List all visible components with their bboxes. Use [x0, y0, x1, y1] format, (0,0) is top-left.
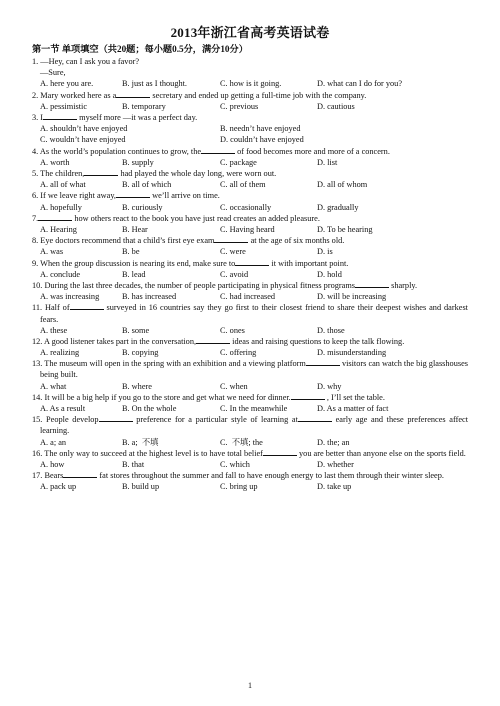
- answer-option[interactable]: D. will be increasing: [317, 292, 387, 302]
- answer-blank: [235, 258, 269, 266]
- question-stem: 2. Mary worked here as a secretary and ended up getting a full-time job with the company.: [32, 90, 367, 100]
- answer-option[interactable]: A. a; an: [40, 437, 67, 447]
- section-heading: 第一节 单项填空（共20题；每小题0.5分，满分10分）: [32, 44, 248, 54]
- question-item: [32, 392, 468, 414]
- question-item: [32, 213, 468, 235]
- answer-option[interactable]: C. offering: [220, 348, 257, 358]
- question-item: [32, 358, 468, 392]
- answer-option[interactable]: D. cautious: [317, 101, 355, 111]
- answer-option[interactable]: B. build up: [122, 482, 160, 492]
- answer-option[interactable]: C. avoid: [220, 269, 249, 279]
- answer-option[interactable]: D. misunderstanding: [317, 348, 387, 358]
- answer-option[interactable]: D. take up: [317, 482, 352, 492]
- answer-option[interactable]: C. occasionally: [220, 202, 272, 212]
- answer-blank: [298, 414, 332, 422]
- answer-option[interactable]: C. all of them: [220, 180, 266, 190]
- answer-option[interactable]: A. conclude: [40, 269, 81, 279]
- option-row: [32, 179, 468, 190]
- answer-option[interactable]: B. be: [122, 247, 140, 257]
- answer-option[interactable]: B. needn’t have enjoyed: [220, 124, 301, 134]
- option-row: [32, 123, 468, 134]
- answer-option[interactable]: D. why: [317, 381, 342, 391]
- answer-option[interactable]: B. where: [122, 381, 152, 391]
- answer-blank: [355, 280, 389, 288]
- question-stem: 11. Half of surveyed in 16 countries say they go first to their closest friend to share their deepest wishes and darkest fears.: [32, 303, 468, 324]
- option-row: [32, 481, 468, 492]
- question-item: [32, 414, 468, 448]
- answer-blank: [99, 414, 133, 422]
- question-item: [32, 112, 468, 146]
- page-number: 1: [248, 681, 252, 690]
- question-item: [32, 90, 468, 112]
- option-row: [32, 403, 468, 414]
- answer-option[interactable]: B. copying: [122, 348, 159, 358]
- answer-option[interactable]: D. whether: [317, 460, 354, 470]
- answer-option[interactable]: C. bring up: [220, 482, 258, 492]
- answer-option[interactable]: A. all of what: [40, 180, 86, 190]
- question-item: [32, 336, 468, 358]
- answer-blank: [116, 90, 150, 98]
- answer-blank: [306, 358, 340, 366]
- question-item: [32, 448, 468, 470]
- answer-option[interactable]: B. lead: [122, 269, 146, 279]
- answer-blank: [201, 146, 235, 154]
- question-stem: 17. Bears fat stores throughout the summer and fall to have enough energy to last them through their winter sleep.: [32, 471, 444, 481]
- answer-option[interactable]: C. Having heard: [220, 224, 275, 234]
- answer-blank: [84, 168, 118, 176]
- option-row: [32, 291, 468, 302]
- option-row: [32, 202, 468, 213]
- answer-blank: [70, 302, 104, 310]
- answer-option[interactable]: B. all of which: [122, 180, 172, 190]
- answer-option[interactable]: D. list: [317, 157, 338, 167]
- answer-option[interactable]: D. all of whom: [317, 180, 368, 190]
- question-stem: 4. As the world’s population continues to grow, the of food becomes more and more of a concern.: [32, 146, 390, 156]
- answer-option[interactable]: B. On the whole: [122, 404, 177, 414]
- answer-option[interactable]: B. some: [122, 325, 150, 335]
- answer-blank: [263, 448, 297, 456]
- answer-option[interactable]: D. gradually: [317, 202, 359, 212]
- answer-option[interactable]: C. which: [220, 460, 250, 470]
- option-row: [32, 459, 468, 470]
- option-row: [32, 381, 468, 392]
- answer-option[interactable]: C. 不填; the: [220, 437, 263, 447]
- answer-option[interactable]: B. that: [122, 460, 145, 470]
- question-stem: 15. People develop preference for a particular style of learning at early age and these preferences affect learning.: [32, 415, 469, 436]
- question-stem: 9. When the group discussion is nearing its end, make sure to it with important point.: [32, 258, 349, 268]
- answer-option[interactable]: A. Hearing: [40, 224, 77, 234]
- answer-blank: [214, 235, 248, 243]
- question-stem: 8. Eye doctors recommend that a child’s first eye exam at the age of six months old.: [32, 236, 345, 246]
- question-extra-line: —Sure,: [40, 68, 66, 78]
- answer-blank: [38, 213, 72, 221]
- question-item: [32, 280, 468, 302]
- answer-option[interactable]: C. package: [220, 157, 257, 167]
- question-item: [32, 146, 468, 168]
- answer-option[interactable]: A. hopefully: [40, 202, 82, 212]
- answer-option[interactable]: B. curiously: [122, 202, 163, 212]
- question-stem: 12. A good listener takes part in the conversation, ideas and raising questions to keep the talk flowing.: [32, 336, 405, 346]
- option-row: [32, 134, 468, 145]
- answer-option[interactable]: A. here you are.: [40, 79, 94, 89]
- exam-title: 2013年浙江省高考英语试卷: [170, 25, 330, 40]
- answer-option[interactable]: D. To be hearing: [317, 224, 373, 234]
- answer-option[interactable]: A. As a result: [40, 404, 86, 414]
- option-row: [32, 224, 468, 235]
- question-stem: 13. The museum will open in the spring with an exhibition and a viewing platform visitors can watch the big glasshouses being built.: [32, 359, 468, 380]
- answer-option[interactable]: C. had increased: [220, 292, 276, 302]
- option-row: [32, 347, 468, 358]
- answer-option[interactable]: D. those: [317, 325, 345, 335]
- answer-option[interactable]: A. was: [40, 247, 64, 257]
- answer-option[interactable]: D. As a matter of fact: [317, 404, 389, 414]
- answer-option[interactable]: C. previous: [220, 101, 259, 111]
- answer-option[interactable]: B. Hear: [122, 224, 148, 234]
- question-stem: 10. During the last three decades, the number of people participating in physical fitness programs sharply.: [32, 280, 418, 290]
- option-row: [32, 325, 468, 336]
- answer-option[interactable]: A. how: [40, 460, 65, 470]
- answer-option[interactable]: A. worth: [40, 157, 70, 167]
- option-row: [32, 269, 468, 280]
- answer-option[interactable]: D. what can I do for you?: [317, 79, 403, 89]
- question-item: [32, 190, 468, 212]
- answer-option[interactable]: C. how is it going.: [220, 79, 282, 89]
- question-list: [32, 56, 468, 493]
- answer-option[interactable]: A. pessimistic: [40, 101, 88, 111]
- answer-option[interactable]: C. ones: [220, 325, 245, 335]
- question-item: [32, 258, 468, 280]
- answer-option[interactable]: A. realizing: [40, 348, 80, 358]
- question-stem: 3. I myself more —it was a perfect day.: [32, 112, 198, 122]
- question-stem: 14. It will be a big help if you go to the store and get what we need for dinner. , I’ll set the table.: [32, 392, 385, 402]
- question-stem: 5. The children, had played the whole day long, were worn out.: [32, 168, 277, 178]
- answer-option[interactable]: B. just as I thought.: [122, 79, 187, 89]
- answer-option[interactable]: B. temporary: [122, 101, 166, 111]
- question-stem: 7. how others react to the book you have just read creates an added pleasure.: [32, 213, 320, 223]
- option-row: [32, 246, 468, 257]
- answer-option[interactable]: B. supply: [122, 157, 154, 167]
- question-item: [32, 235, 468, 257]
- question-stem: 16. The only way to succeed at the highest level is to have total belief you are better than anyone else on the sports field.: [32, 448, 466, 458]
- option-row: [32, 157, 468, 168]
- answer-option[interactable]: D. the; an: [317, 437, 350, 447]
- answer-option[interactable]: A. shouldn’t have enjoyed: [40, 124, 128, 134]
- answer-option[interactable]: A. what: [40, 381, 67, 391]
- answer-option[interactable]: B. a; 不填: [122, 437, 159, 447]
- answer-blank: [63, 470, 97, 478]
- answer-option[interactable]: C. were: [220, 247, 246, 257]
- answer-option[interactable]: D. hold: [317, 269, 342, 279]
- answer-blank: [291, 392, 325, 400]
- option-row: [32, 101, 468, 112]
- answer-blank: [116, 190, 150, 198]
- question-stem: 1. —Hey, can I ask you a favor?: [32, 57, 140, 66]
- question-item: [32, 56, 468, 90]
- answer-option[interactable]: B. has increased: [122, 292, 177, 302]
- question-item: [32, 470, 468, 492]
- answer-option[interactable]: C. when: [220, 381, 248, 391]
- answer-option[interactable]: A. was increasing: [40, 292, 100, 302]
- option-row: [32, 437, 468, 448]
- question-item: [32, 302, 468, 336]
- answer-option[interactable]: D. is: [317, 247, 333, 257]
- answer-option[interactable]: A. these: [40, 325, 68, 335]
- answer-option[interactable]: A. pack up: [40, 482, 77, 492]
- answer-option[interactable]: C. In the meanwhile: [220, 404, 288, 414]
- question-stem: 6. If we leave right away, we’ll arrive on time.: [32, 191, 220, 201]
- option-row: [32, 78, 468, 89]
- answer-blank: [196, 336, 230, 344]
- answer-option[interactable]: D. couldn’t have enjoyed: [220, 135, 304, 145]
- answer-blank: [43, 112, 77, 120]
- answer-option[interactable]: C. wouldn’t have enjoyed: [40, 135, 126, 145]
- question-item: [32, 168, 468, 190]
